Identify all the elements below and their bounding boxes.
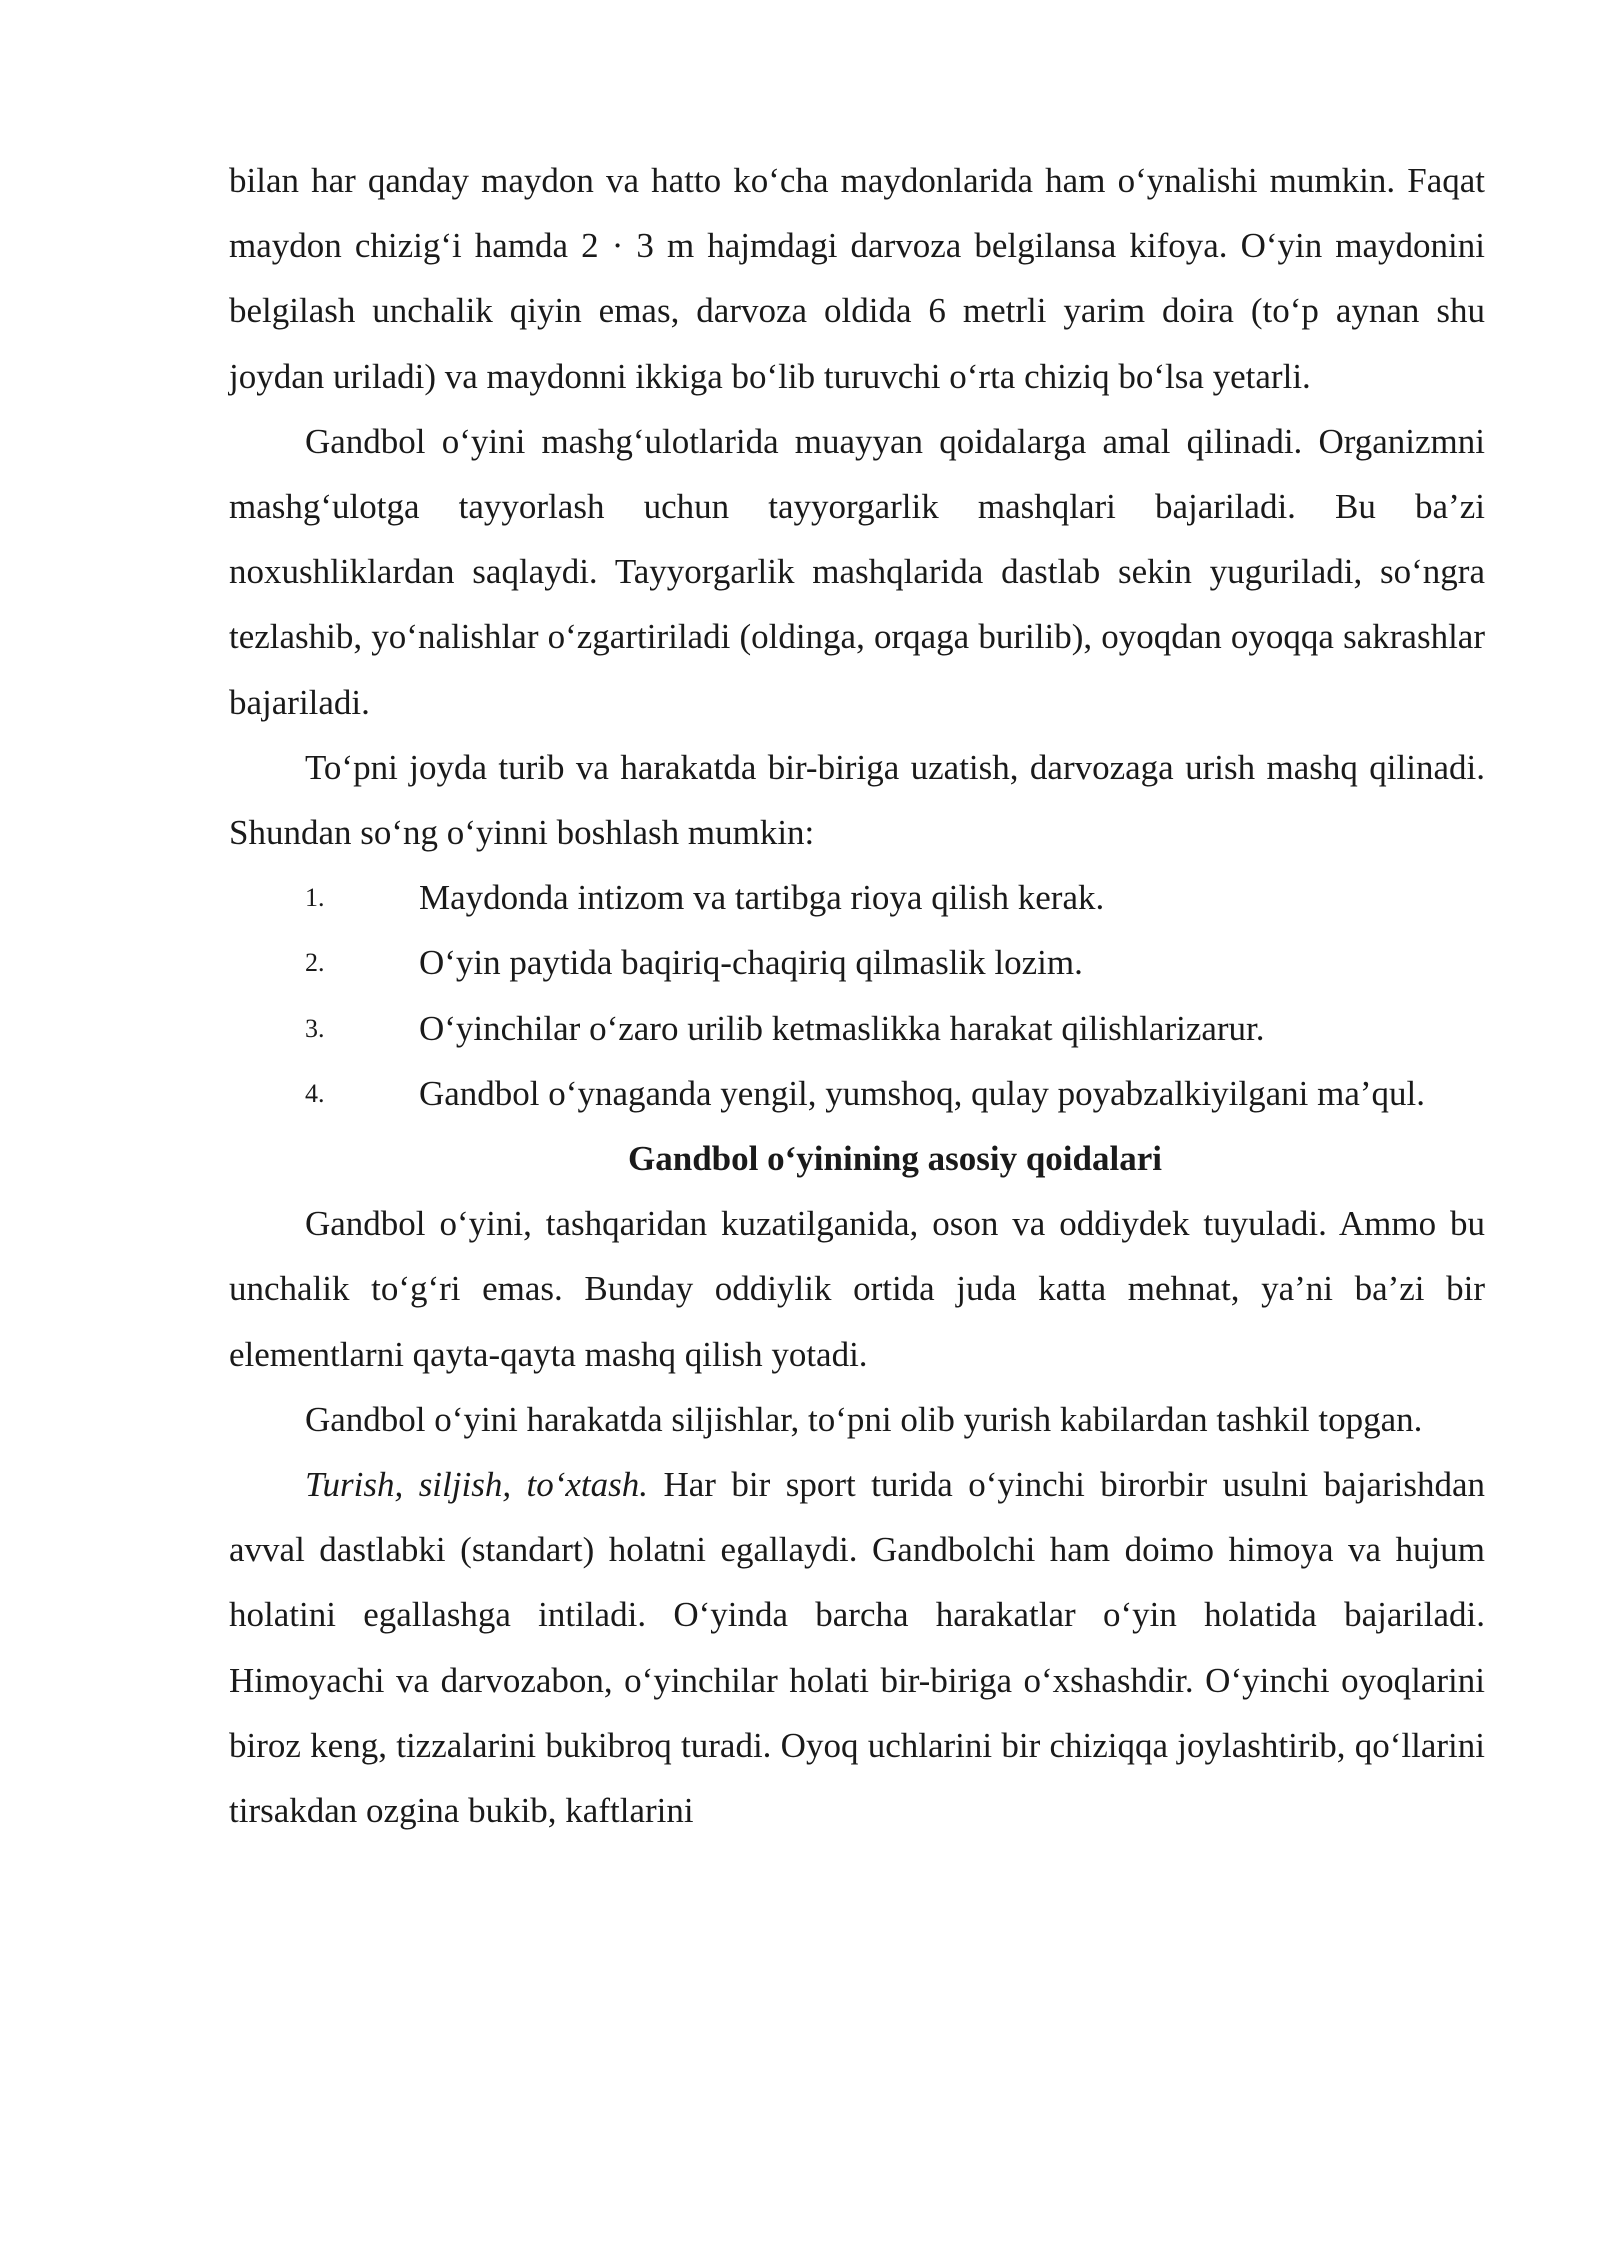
paragraph-passing-drill: To‘pni joyda turib va harakatda bir-biriga uzatish, darvozaga urish mashq qilinadi. Shundan so‘ng o‘yinni boshlash mumkin: — [229, 747, 1485, 853]
list-item-number: 1. — [305, 883, 325, 913]
paragraph-stance-text: Har bir sport turida o‘yinchi birorbir usulni bajarishdan avval dastlabki (standart) holatni egallaydi. Gandbolchi ham doimo himoya va hujum holatini egallashga intiladi. O‘yinda barcha harakatlar o‘yin holatida bajariladi. Himoyachi va darvozabon, o‘yinchilar holati bir-biriga o‘xshashdir. O‘yinchi oyoqlarini biroz keng, tizzalarini bukibroq turadi. Oyoq uchlarini bir chiziqqa joylashtirib, qo‘llarini tirsakdan ozgina bukib, kaftlarini — [229, 1465, 1485, 1831]
paragraph-stance — [229, 1452, 1485, 1843]
list-item — [229, 996, 1485, 1061]
italic-lead: Turish, siljish, to‘xtash. — [305, 1465, 649, 1505]
list-item-text: Maydonda intizom va tartibga rioya qilish kerak. — [419, 878, 1105, 918]
list-item-text: O‘yin paytida baqiriq-chaqiriq qilmaslik lozim. — [419, 943, 1083, 983]
list-item — [229, 1061, 1485, 1126]
paragraph-warmup: Gandbol o‘yini mashg‘ulotlarida muayyan qoidalarga amal qilinadi. Organizmni mashg‘ulotga tayyorlash uchun tayyorgarlik mashqlari bajariladi. Bu ba’zi noxushliklardan saqlaydi. Tayyorgarlik mashqlarida dastlab sekin yuguriladi, so‘ngra tezlashib, yo‘nalishlar o‘zgartiriladi (oldinga, orqaga burilib), oyoqdan oyoqqa sakrashlar bajariladi. — [229, 421, 1485, 722]
list-item-text: O‘yinchilar o‘zaro urilib ketmaslikka harakat qilishlarizarur. — [419, 1008, 1265, 1048]
document-page — [229, 148, 1485, 1843]
list-item-number: 4. — [305, 1078, 325, 1108]
section-heading: Gandbol o‘yinining asosiy qoidalari — [628, 1139, 1162, 1179]
list-item — [229, 930, 1485, 995]
list-item — [229, 865, 1485, 930]
list-item-text: Gandbol o‘ynaganda yengil, yumshoq, qulay poyabzalkiyilgani ma’qul. — [419, 1073, 1426, 1113]
list-item-number: 2. — [305, 948, 325, 978]
list-item-number: 3. — [305, 1013, 325, 1043]
paragraph-simplicity: Gandbol o‘yini, tashqaridan kuzatilganida, oson va oddiydek tuyuladi. Ammo bu unchalik to‘g‘ri emas. Bunday oddiylik ortida juda katta mehnat, ya’ni ba’zi bir elementlarni qayta-qayta mashq qilish yotadi. — [229, 1204, 1485, 1374]
paragraph-field-intro: bilan har qanday maydon va hatto ko‘cha maydonlarida ham o‘ynalishi mumkin. Faqat maydon chizig‘i hamda 2 · 3 m hajmdagi darvoza belgilansa kifoya. O‘yin maydonini belgilash unchalik qiyin emas, darvoza oldida 6 metrli yarim doira (to‘p aynan shu joydan uriladi) va maydonni ikkiga bo‘lib turuvchi o‘rta chiziq bo‘lsa yetarli. — [229, 161, 1485, 396]
paragraph-composition: Gandbol o‘yini harakatda siljishlar, to‘pni olib yurish kabilardan tashkil topgan. — [305, 1399, 1423, 1439]
